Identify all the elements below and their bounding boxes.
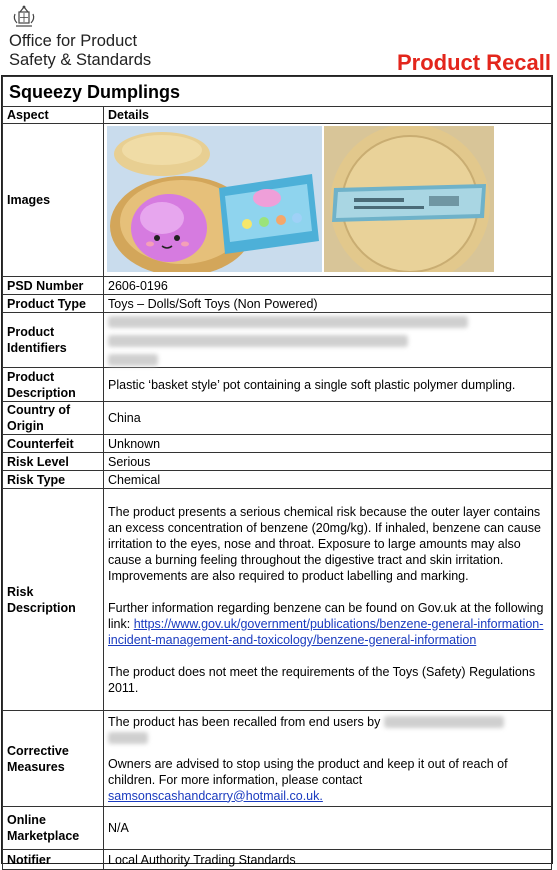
product-identifiers-label: Product Identifiers: [3, 313, 104, 368]
corrective-measures-value: [104, 711, 552, 807]
owners-advice: Owners are advised to stop using the product and keep it out of reach of children. For more information, please contact: [108, 756, 508, 787]
redacted-text: [108, 335, 408, 347]
regulations-paragraph: The product does not meet the requirements of the Toys (Safety) Regulations 2011.: [108, 664, 536, 695]
notifier-label: Notifier: [3, 850, 104, 870]
redacted-text: [108, 732, 148, 744]
risk-level-value: Serious: [104, 453, 552, 471]
product-description-value: Plastic ‘basket style’ pot containing a single soft plastic polymer dumpling.: [104, 368, 552, 402]
corrective-measures-label: Corrective Measures: [3, 711, 104, 807]
country-of-origin-value: China: [104, 402, 552, 435]
column-header-aspect: Aspect: [3, 107, 104, 124]
risk-description-paragraph: The product presents a serious chemical risk because the outer layer contains an excess concentration of benzene (20mg/kg). If inhaled, benzene can cause irritation to the eyes, nose and throat. Exposure to large amounts may also cause a burning feeling throughout the digestive tract and skin irritation. Improvements are also required to product labelling and marking.: [108, 504, 541, 583]
benzene-info-text: Further information regarding benzene can be found on Gov.uk at the following link:: [108, 600, 544, 631]
recall-table: [1, 75, 553, 867]
product-type-value: Toys – Dolls/Soft Toys (Non Powered): [104, 295, 552, 313]
org-name-line1: Office for Product: [9, 32, 138, 50]
contact-email-link[interactable]: samsonscashandcarry@hotmail.co.uk.: [108, 788, 323, 803]
redacted-text: [384, 716, 504, 728]
risk-type-label: Risk Type: [3, 471, 104, 489]
column-header-details: Details: [104, 107, 552, 124]
product-type-label: Product Type: [3, 295, 104, 313]
psd-number-value: 2606-0196: [104, 277, 552, 295]
product-recall-heading: Product Recall: [396, 50, 551, 75]
online-marketplace-value: N/A: [104, 807, 552, 850]
redacted-text: [108, 354, 158, 366]
psd-number-label: PSD Number: [3, 277, 104, 295]
risk-description-label: Risk Description: [3, 489, 104, 711]
images-cell: [104, 124, 552, 277]
counterfeit-label: Counterfeit: [3, 435, 104, 453]
notifier-value: Local Authority Trading Standards: [104, 850, 552, 870]
product-title: Squeezy Dumplings: [3, 77, 552, 107]
org-name-line2: Safety & Standards: [9, 51, 152, 69]
online-marketplace-label: Online Marketplace: [3, 807, 104, 850]
product-photo-dumpling: [107, 126, 322, 272]
royal-crest-icon: [12, 4, 36, 30]
risk-level-label: Risk Level: [3, 453, 104, 471]
risk-type-value: Chemical: [104, 471, 552, 489]
product-identifiers-value: [104, 313, 552, 368]
benzene-info-link[interactable]: https://www.gov.uk/government/publications/benzene-general-information-incident-management-and-toxicology/benzene-general-information: [108, 616, 544, 647]
risk-description-value: [104, 489, 552, 711]
recall-statement: The product has been recalled from end users by: [108, 714, 381, 729]
counterfeit-value: Unknown: [104, 435, 552, 453]
redacted-text: [108, 316, 468, 328]
product-photo-packaging: [324, 126, 494, 272]
country-of-origin-label: Country of Origin: [3, 402, 104, 435]
page-header: [0, 0, 557, 76]
images-label: Images: [3, 124, 104, 277]
product-description-label: Product Description: [3, 368, 104, 402]
